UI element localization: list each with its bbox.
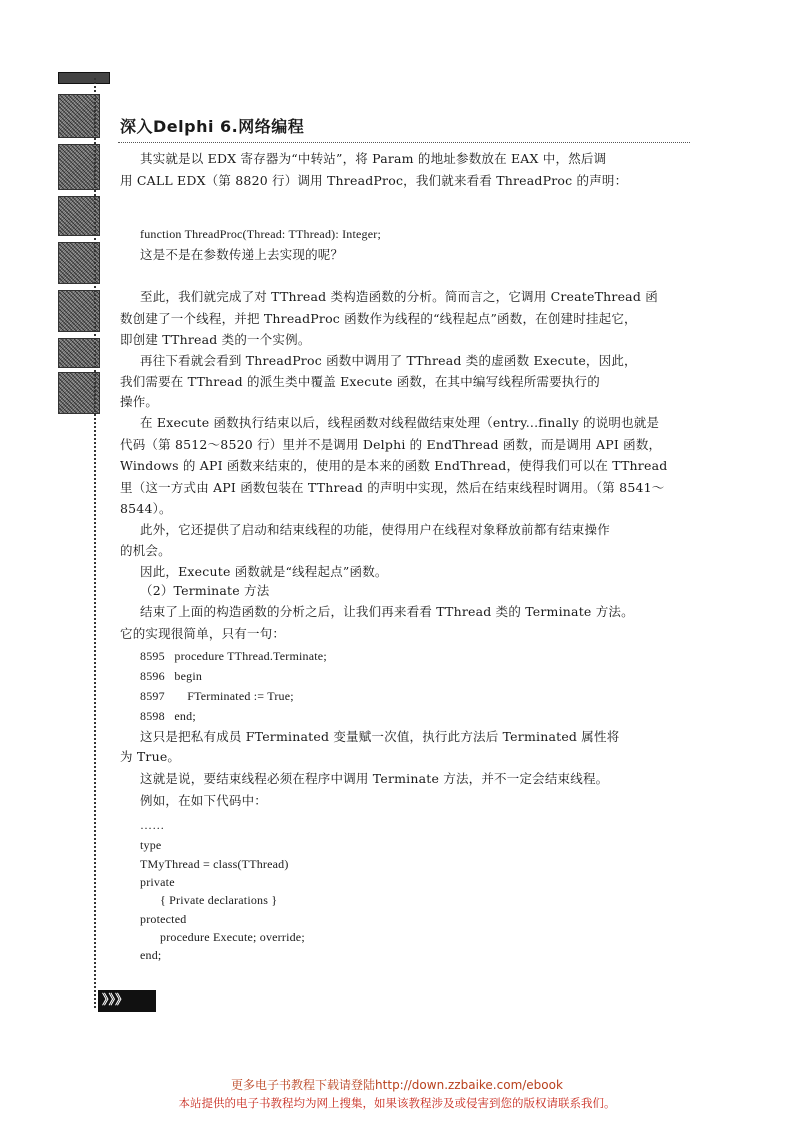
page-number-marker: 》》》: [98, 990, 156, 1012]
margin-dotted-line: [94, 78, 96, 1008]
code-line: 8596 begin: [140, 669, 203, 683]
code-line: private: [140, 875, 175, 889]
body-line: Windows 的 API 函数来结束的，使用的是本来的函数 EndThread，使得我们可以在 TThread: [120, 458, 668, 473]
body-line: 即创建 TThread 类的一个实例。: [120, 332, 311, 347]
body-line: 这只是把私有成员 FTerminated 变量赋一次值，执行此方法后 Terminated 属性将: [140, 729, 620, 744]
body-line: 此外，它还提供了启动和结束线程的功能，使得用户在线程对象释放前都有结束操作: [140, 522, 610, 537]
code-line: 8597 FTerminated := True;: [140, 689, 294, 703]
body-line: 数创建了一个线程，并把 ThreadProc 函数作为线程的“线程起点”函数，在创建时挂起它，: [120, 311, 637, 326]
code-line: TMyThread = class(TThread): [140, 857, 289, 871]
code-line: { Private declarations }: [160, 893, 278, 907]
body-line: 至此，我们就完成了对 TThread 类构造函数的分析。简而言之，它调用 CreateThread 函: [140, 289, 658, 304]
body-line: 结束了上面的构造函数的分析之后，让我们再来看看 TThread 类的 Terminate 方法。: [140, 604, 634, 619]
body-line: 8544）。: [120, 501, 172, 516]
body-line: 它的实现很简单，只有一句：: [120, 626, 286, 641]
body-line: 例如，在如下代码中：: [140, 793, 268, 808]
header-rule: [118, 142, 690, 143]
body-line: 其实就是以 EDX 寄存器为“中转站”，将 Param 的地址参数放在 EAX 中，然后调: [140, 151, 607, 166]
body-line: 操作。: [120, 394, 159, 409]
body-line: 再往下看就会看到 ThreadProc 函数中调用了 TThread 类的虚函数 Execute，因此，: [140, 353, 637, 368]
code-line: 8595 procedure TThread.Terminate;: [140, 649, 327, 663]
section-heading: （2）Terminate 方法: [140, 583, 270, 598]
body-line: 这就是说，要结束线程必须在程序中调用 Terminate 方法，并不一定会结束线程。: [140, 771, 609, 786]
footer-download-link[interactable]: 更多电子书教程下载请登陆http://down.zzbaike.com/ebook: [231, 1078, 563, 1092]
body-line: 这是不是在参数传递上去实现的呢？: [140, 247, 344, 262]
body-line: 因此，Execute 函数就是“线程起点”函数。: [140, 564, 388, 579]
code-line: procedure Execute; override;: [160, 930, 305, 944]
code-line: 8598 end;: [140, 709, 196, 723]
body-line: 用 CALL EDX（第 8820 行）调用 ThreadProc，我们就来看看 ThreadProc 的声明：: [120, 173, 628, 188]
chapter-title: 深入Delphi 6.网络编程: [120, 117, 305, 136]
body-line: 在 Execute 函数执行结束以后，线程函数对线程做结束处理（entry...finally 的说明也就是: [140, 415, 660, 430]
code-line: protected: [140, 912, 187, 926]
body-line: 的机会。: [120, 543, 171, 558]
margin-header-bar: [58, 72, 110, 84]
footer-copyright-notice: 本站提供的电子书教程均为网上搜集，如果该教程涉及或侵害到您的版权请联系我们。: [178, 1096, 616, 1110]
body-line: 代码（第 8512～8520 行）里并不是调用 Delphi 的 EndThread 函数，而是调用 API 函数，: [120, 437, 662, 452]
body-line: 里（这一方式由 API 函数包装在 TThread 的声明中实现，然后在结束线程时调用。（第 8541～: [120, 480, 665, 495]
code-line: ……: [140, 818, 165, 832]
code-line: end;: [140, 948, 162, 962]
code-line: type: [140, 838, 162, 852]
code-line: function ThreadProc(Thread: TThread): Integer;: [140, 227, 381, 241]
body-line: 为 True。: [120, 749, 181, 764]
body-line: 我们需要在 TThread 的派生类中覆盖 Execute 函数，在其中编写线程所需要执行的: [120, 374, 600, 389]
